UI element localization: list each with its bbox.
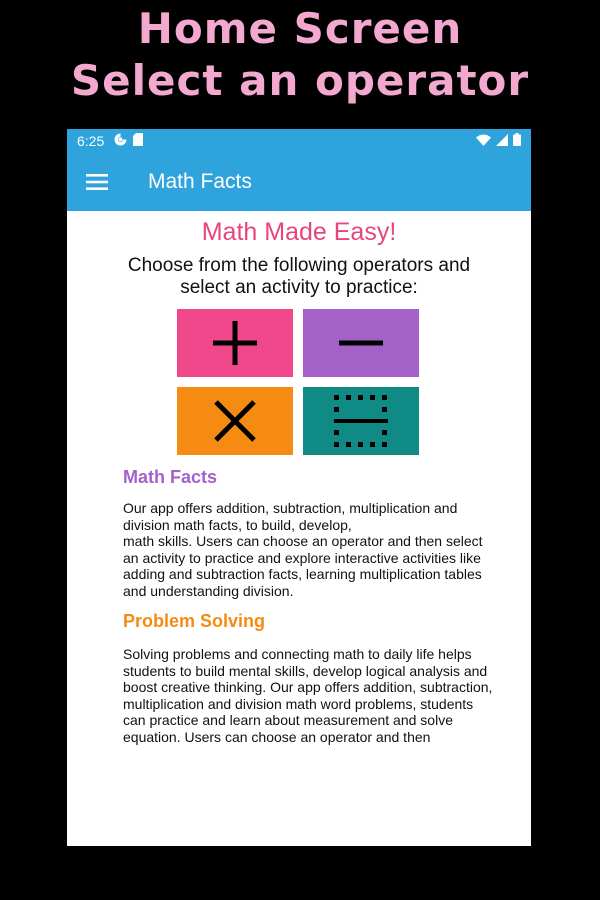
math-facts-heading: Math Facts <box>123 467 218 487</box>
battery-icon <box>513 133 521 149</box>
divide-icon <box>330 393 392 449</box>
menu-icon[interactable] <box>67 153 127 211</box>
multiplication-button[interactable] <box>177 387 293 455</box>
main-content <box>67 217 531 745</box>
minus-icon <box>337 337 385 349</box>
times-icon <box>212 398 258 444</box>
operator-grid <box>177 309 421 455</box>
status-time: 6:25 <box>77 133 105 149</box>
problem-solving-heading: Problem Solving <box>123 611 266 631</box>
headline: Math Made Easy! <box>201 218 397 246</box>
addition-button[interactable] <box>177 309 293 377</box>
math-facts-body: Our app offers addition, subtraction, multiplication and division math facts, to build, develop, math skills. Users can choose an operator and then select an activity to practice and explore interactive activities like adding and subtraction facts, learning multiplication tables and understanding division. <box>123 500 483 599</box>
phone-screen <box>67 129 531 846</box>
subhead: Choose from the following operators and select an activity to practice: <box>127 255 471 298</box>
signal-icon <box>496 133 508 149</box>
division-button[interactable] <box>303 387 419 455</box>
subtraction-button[interactable] <box>303 309 419 377</box>
sd-card-icon <box>133 133 143 149</box>
plus-icon <box>211 319 259 367</box>
wifi-icon <box>476 133 491 149</box>
notification-icon <box>114 133 127 149</box>
caption-line-2: Select an operator <box>70 56 530 105</box>
status-bar <box>67 129 531 153</box>
app-bar <box>67 153 531 211</box>
caption-line-1: Home Screen <box>137 4 463 53</box>
app-title: Math Facts <box>148 170 252 193</box>
problem-solving-body: Solving problems and connecting math to daily life helps students to build mental skills, develop logical analysis and boost creative thinking. Our app offers addition, subtraction, multiplication and division math word problems, students can practice and learn about measurement and solve equation. Users can choose an operator and then <box>123 646 493 745</box>
